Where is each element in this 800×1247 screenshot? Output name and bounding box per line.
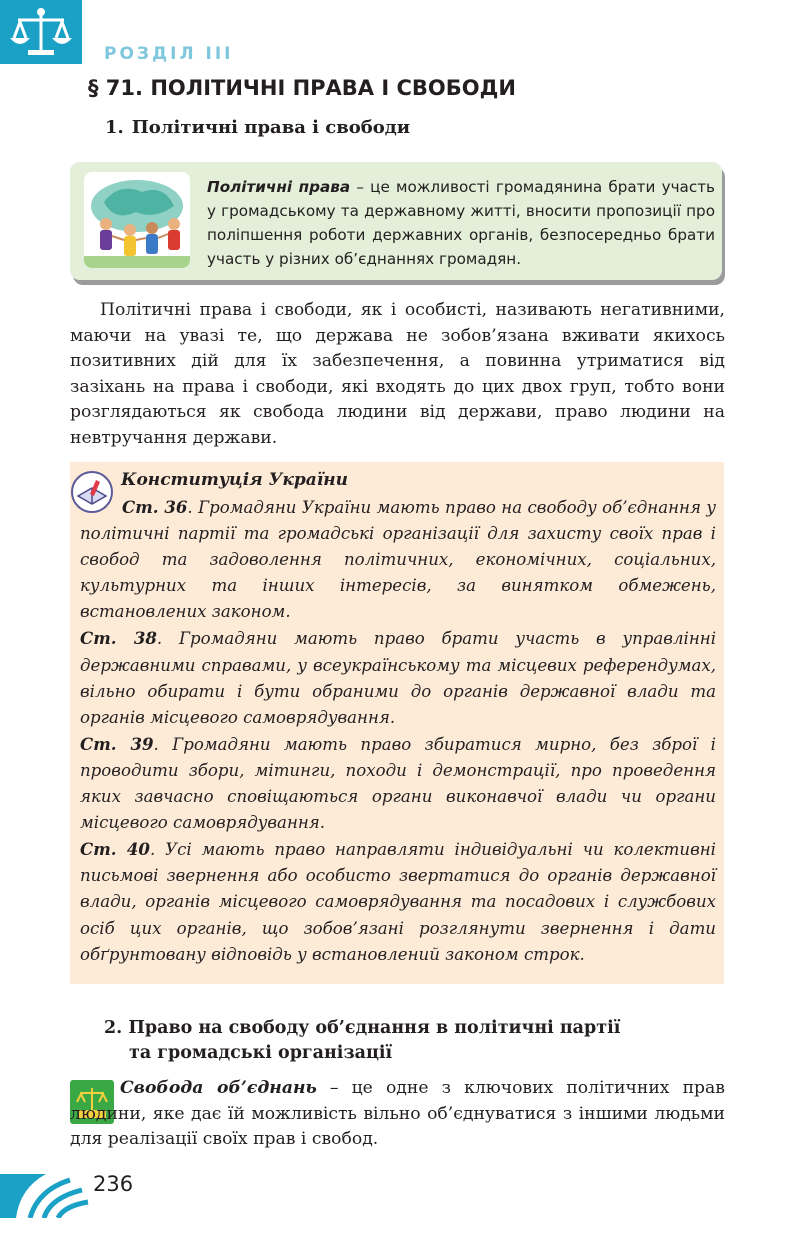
page-corner-icon [0, 1160, 90, 1218]
freedom-paragraph [70, 1076, 725, 1153]
section-label: РОЗДІЛ III [104, 44, 234, 64]
article-text: . Громадяни України мають право на свободу об’єднання у політичні партії та громадські організації для захисту своїх прав і свобод та задоволення політичних, економічних, соціальних, культурних та інших інтересів, за винятком обмежень, встановлених законом. [80, 498, 716, 622]
page-title: § 71. ПОЛІТИЧНІ ПРАВА І СВОБОДИ [88, 76, 516, 100]
section1-heading [105, 117, 410, 138]
chapter-corner-badge [0, 0, 82, 64]
definition-text [207, 175, 715, 271]
article-39 [80, 731, 716, 836]
section2-title-line2: та громадські організації [129, 1043, 393, 1063]
article-38 [80, 625, 716, 730]
article-text: . Громадяни мають право брати участь в управлінні державними справами, у всеукраїнському та місцевих референдумах, вільно обирати і бути обраними до органів державної влади та органів місцевого самоврядування. [80, 629, 716, 727]
freedom-text: – це одне з ключових політичних прав людини, яке дає їй можливість вільно об’єднуватися з іншими людьми для реалізації своїх прав і свобод. [70, 1078, 725, 1150]
article-36 [80, 494, 716, 625]
article-label: Ст. 36 [122, 497, 188, 517]
scales-icon [0, 0, 82, 64]
section2-heading [104, 1016, 620, 1066]
children-illustration [84, 172, 190, 268]
definition-body: – це можливості громадянина брати участь у громадському та державному житті, вносити пропозиції про поліпшення роботи державних органів, безпосередньо брати участь у різних об’єднаннях громадян. [207, 178, 715, 268]
article-label: Ст. 39 [80, 733, 154, 754]
page-number: 236 [93, 1172, 134, 1196]
article-label: Ст. 40 [80, 839, 150, 860]
section2-number: 2. [104, 1018, 123, 1038]
body-paragraph: Політичні права і свободи, як і особисті, називають негативними, маючи на увазі те, що держава не зобов’язана вживати якихось позитивних дій для їх забезпечення, а повинна утриматися від зазіхань на права і свободи, які входять до цих двох груп, тобто вони розглядаються як свобода людини від держави, право людини на невтручання держави. [70, 300, 725, 448]
constitution-articles [80, 494, 716, 968]
definition-term: Політичні права [207, 178, 351, 196]
section1-number: 1. [105, 117, 124, 138]
article-40 [80, 836, 716, 967]
section1-title: Політичні права і свободи [131, 117, 411, 138]
constitution-title: Конституція України [121, 470, 349, 490]
article-text: . Громадяни мають право збиратися мирно, без зброї і проводити збори, мітинги, походи і демонстрації, про проведення яких завчасно сповіщаються органи виконавчої влади чи органи місцевого самоврядування. [80, 734, 716, 833]
section2-title-line1: Право на свободу об’єднання в політичні партії [128, 1018, 621, 1038]
article-label: Ст. 38 [80, 628, 157, 649]
article-text: . Усі мають право направляти індивідуальні чи колективні письмові звернення або особисто звертатися до органів державної влади, органів місцевого самоврядування та посадових і службових осіб цих органів, що зобов’язані розглянути звернення і дати обґрунтовану відповідь у встановлений законом строк. [80, 840, 716, 964]
freedom-term: Свобода об’єднань [120, 1078, 317, 1098]
